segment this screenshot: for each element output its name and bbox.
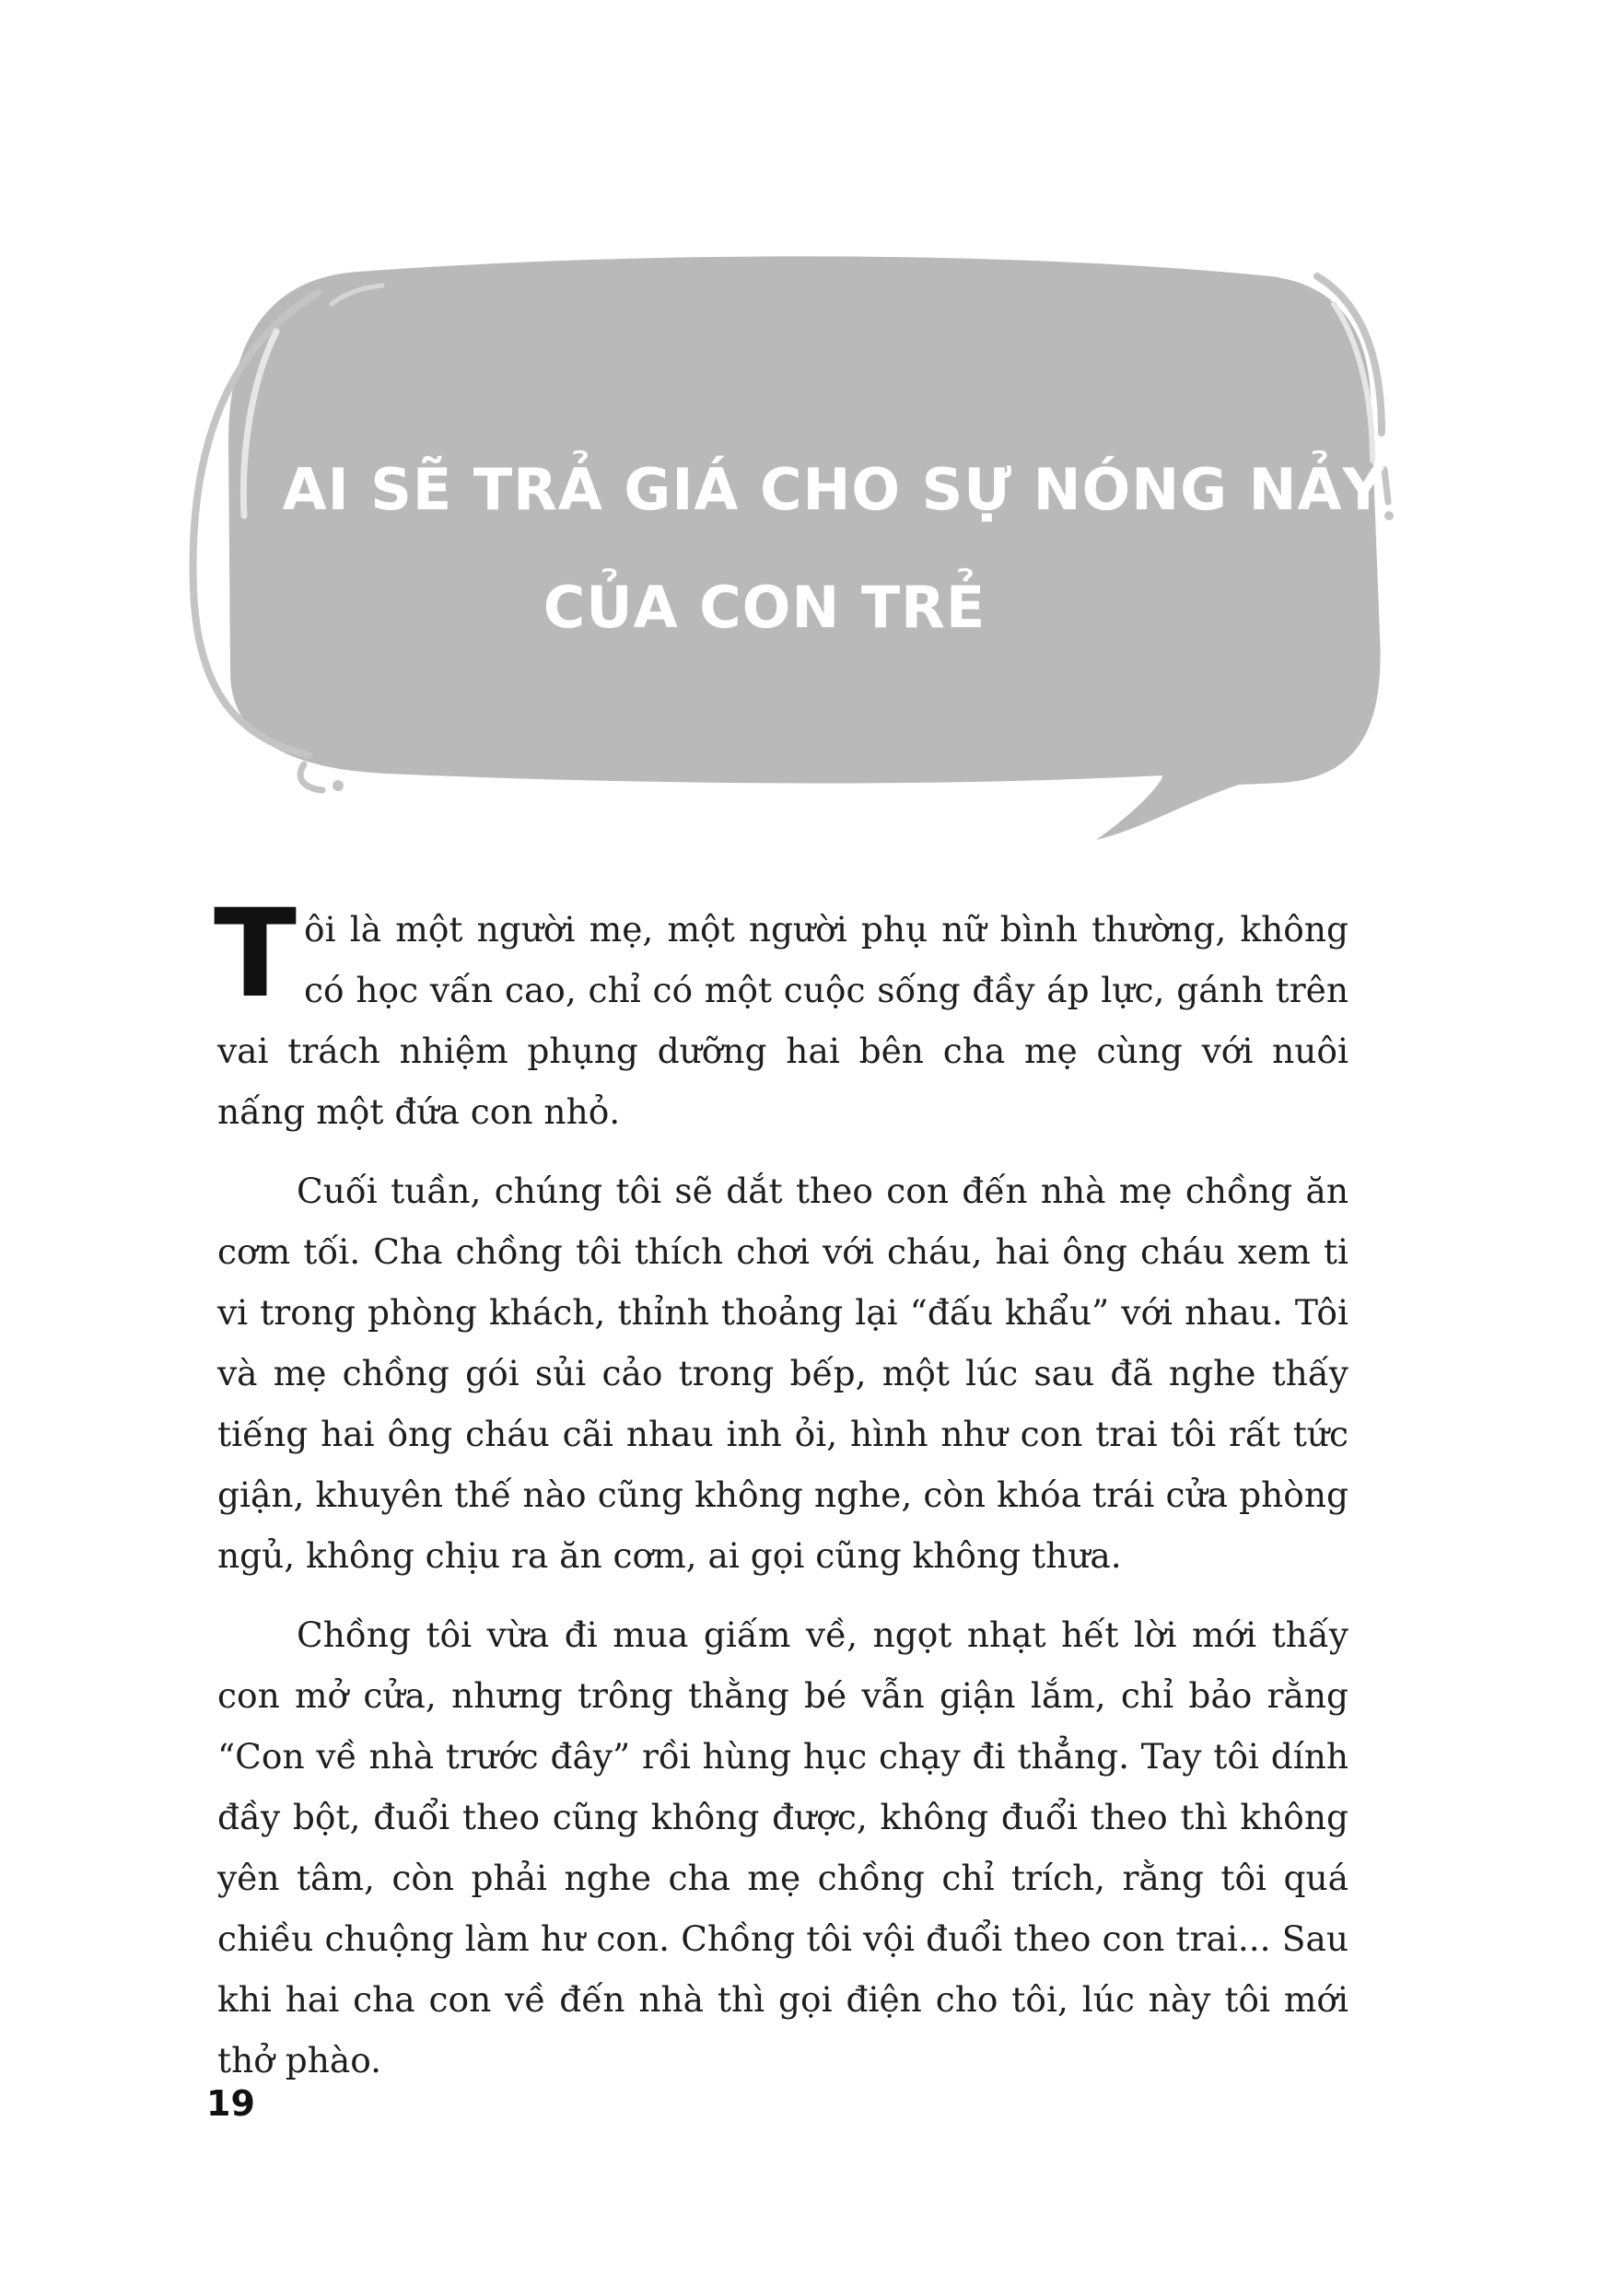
page-number: 19 [206, 2083, 255, 2124]
chapter-title-line-1: AI SẼ TRẢ GIÁ CHO SỰ NÓNG NẢY [282, 456, 1385, 523]
paragraph-1-text: ôi là một người mẹ, một người phụ nữ bình thường, không có học vấn cao, chỉ có một cuộc sống đầy áp lực, gánh trên vai trách nhiệm phụng dưỡng hai bên cha mẹ cùng với nuôi nấng một đứa con nhỏ. [217, 909, 1348, 1132]
bubble-outline-bottom [300, 764, 322, 790]
paragraph-3: Chồng tôi vừa đi mua giấm về, ngọt nhạt hết lời mới thấy con mở cửa, nhưng trông thằng bé vẫn giận lắm, chỉ bảo rằng “Con về nhà trước đây” rồi hùng hục chạy đi thẳng. Tay tôi dính đầy bột, đuổi theo cũng không được, không đuổi theo thì không yên tâm, còn phải nghe cha mẹ chồng chỉ trích, rằng tôi quá chiều chuộng làm hư con. Chồng tôi vội đuổi theo con trai... Sau khi hai cha con về đến nhà thì gọi điện cho tôi, lúc này tôi mới thở phào. [217, 1614, 1348, 2080]
paragraph-2: Cuối tuần, chúng tôi sẽ dắt theo con đến nhà mẹ chồng ăn cơm tối. Cha chồng tôi thích chơi với cháu, hai ông cháu xem ti vi trong phòng khách, thỉnh thoảng lại “đấu khẩu” với nhau. Tôi và mẹ chồng gói sủi cảo trong bếp, một lúc sau đã nghe thấy tiếng hai ông cháu cãi nhau inh ỏi, hình như con trai tôi rất tức giận, khuyên thế nào cũng không nghe, còn khóa trái cửa phòng ngủ, không chịu ra ăn cơm, ai gọi cũng không thưa. [217, 1171, 1348, 1576]
chapter-title [276, 431, 1391, 667]
paragraph-1 [214, 883, 1348, 1142]
bubble-dot-icon [333, 780, 344, 791]
drop-cap: T [214, 883, 298, 1025]
chapter-title-line-2: CỦA CON TRẺ [543, 574, 986, 641]
